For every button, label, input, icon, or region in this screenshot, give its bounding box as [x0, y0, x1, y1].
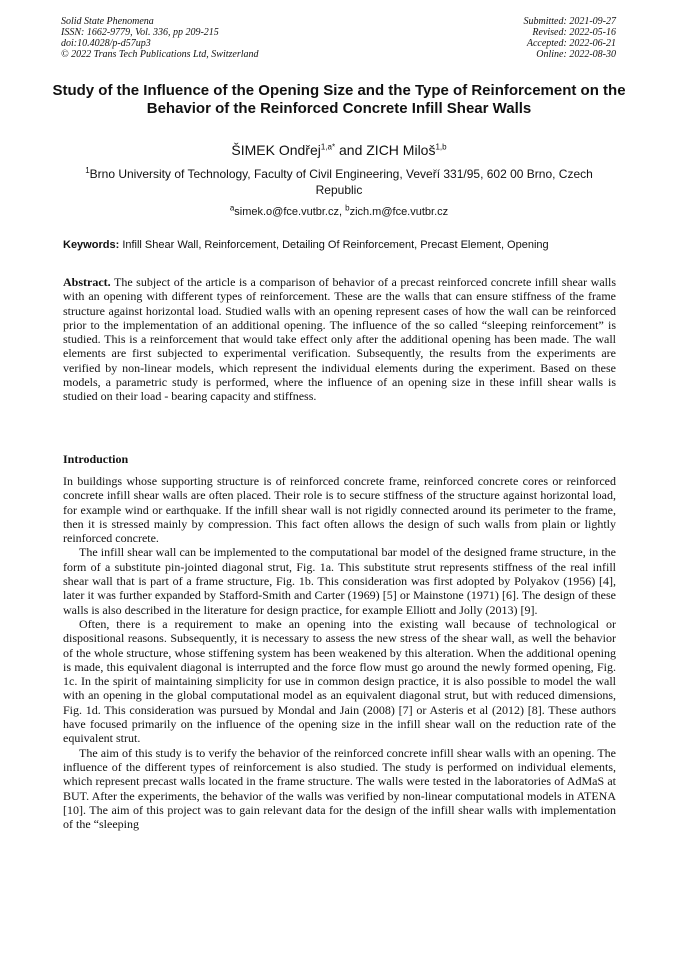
email-b-sup: b [345, 203, 350, 213]
abstract [63, 275, 616, 404]
intro-paragraph-3: Often, there is a requirement to make an opening into the existing wall because of technological or dispositional reasons. Subsequently, it is necessary to assess the new stress of the shear wall, as well the behavior of the whole structure, whose stiffening system has been weakened by this alteration. When the additional opening is made, this equivalent diagonal is interrupted and the force flow must go around the newly formed opening, Fig. 1c. In the spirit of maintaining simplicity for use in common design practice, it is also possible to model the wall with an opening in the global computational model as an equivalent diagonal strut, but with reduced dimensions, Fig. 1d. This consideration was pursued by Mondal and Jain (2008) [7] or Asteris et al (2012) [8]. These authors have focused primarily on the influence of the opening size in the infill shear wall on the reduction rate of the equivalent strut. [63, 616, 616, 746]
author-2: ZICH Miloš [366, 142, 436, 158]
doi: doi:10.4028/p-d57up3 [61, 38, 151, 49]
email-a[interactable]: simek.o@fce.vutbr.cz, [234, 206, 343, 218]
author-1: ŠIMEK Ondřej [231, 142, 321, 158]
abstract-label: Abstract. [63, 275, 111, 289]
intro-paragraph-1: In buildings whose supporting structure is of reinforced concrete frame, reinforced concrete cores or reinforced concrete infill shear walls are often placed. Their role is to secure stiffness of the structure against horizontal load, for example wind or earthquake. If the infill shear wall is not rigidly connected around its perimeter to the frame, then it is stressed mainly by compression. This fact often allows the design of such walls from plain or lightly reinforced concrete. [63, 474, 616, 546]
online-date: Online: 2022-08-30 [536, 49, 616, 60]
affiliation-sup: 1 [85, 166, 90, 175]
submitted-date: Submitted: 2021-09-27 [523, 16, 616, 27]
keywords [63, 238, 616, 252]
introduction-heading: Introduction [63, 452, 129, 466]
publication-dates [524, 16, 617, 60]
author-2-sup: 1,b [435, 142, 447, 152]
affiliation [70, 166, 608, 198]
issn: ISSN: 1662-9779, Vol. 336, pp 209-215 [61, 27, 219, 38]
abstract-text: The subject of the article is a comparison of behavior of a precast reinforced concrete infill shear walls with an opening with different types of reinforcement. These are the walls that can ensure stiffness of the frame structure against horizontal load. Studied walls with an opening represent cases of how the wall can be reinforced prior to the implementation of an additional opening. The influence of the so called “sleeping reinforcement” is studied. This is a reinforcement that would take effect only after the additional opening has been made. The wall elements are first subjected to experimental verification. Subsequently, the results from the experiments are verified by non-linear models, which represent the individual elements during the experiment. Based on these models, a parametric study is performed, where the influence of an opening size in these infill shear walls is studied on their load - bearing capacity and stiffness. [63, 275, 616, 404]
email-line [0, 205, 678, 219]
affiliation-text: Brno University of Technology, Faculty of Civil Engineering, Veveří 331/95, 602 00 Brno, Czech Republic [89, 167, 593, 197]
intro-paragraph-2: The infill shear wall can be implemented to the computational bar model of the designed frame structure, in the form of a substitute pin-jointed diagonal strut, Fig. 1a. This substitute strut represents stiffness of the real infill shear wall that is part of a frame structure, Fig. 1b. This consideration was first adopted by Polyakov (1956) [4], later it was further expanded by Stafford-Smith and Carter (1969) [5] or Mainstone (1971) [6]. The design of these walls is also described in the literature for design practice, for example Elliott and Jolly (2013) [9]. [63, 545, 616, 617]
journal-name: Solid State Phenomena [61, 16, 154, 27]
keywords-text: Infill Shear Wall, Reinforcement, Detailing Of Reinforcement, Precast Element, Opening [122, 239, 549, 251]
email-a-sup: a [229, 203, 235, 213]
journal-info [61, 16, 259, 60]
accepted-date: Accepted: 2022-06-21 [526, 38, 616, 49]
intro-paragraph-4: The aim of this study is to verify the behavior of the reinforced concrete infill shear walls with an opening. The influence of the different types of reinforcement is also studied. The study is performed on individual elements, which represent precast walls located in the frame structure. The walls were tested in the laboratories of AdMaS at BUT. After the experiments, the behavior of the walls was verified by non-linear computational models in ATENA [10]. The aim of this project was to gain relevant data for the design of the infill shear walls with implementation of the “sleeping [63, 745, 616, 832]
author-1-sup: 1,a* [320, 142, 336, 152]
paper-title: Study of the Influence of the Opening Size and the Type of Reinforcement on the Behavior of the Reinforced Concrete Infill Shear Walls [52, 82, 626, 117]
keywords-label: Keywords: [63, 239, 120, 251]
copyright: © 2022 Trans Tech Publications Ltd, Switzerland [61, 49, 259, 60]
email-b[interactable]: zich.m@fce.vutbr.cz [349, 206, 449, 218]
author-line [0, 142, 678, 158]
introduction-body [63, 474, 616, 831]
revised-date: Revised: 2022-05-16 [532, 27, 616, 38]
author-connector: and [339, 142, 363, 158]
